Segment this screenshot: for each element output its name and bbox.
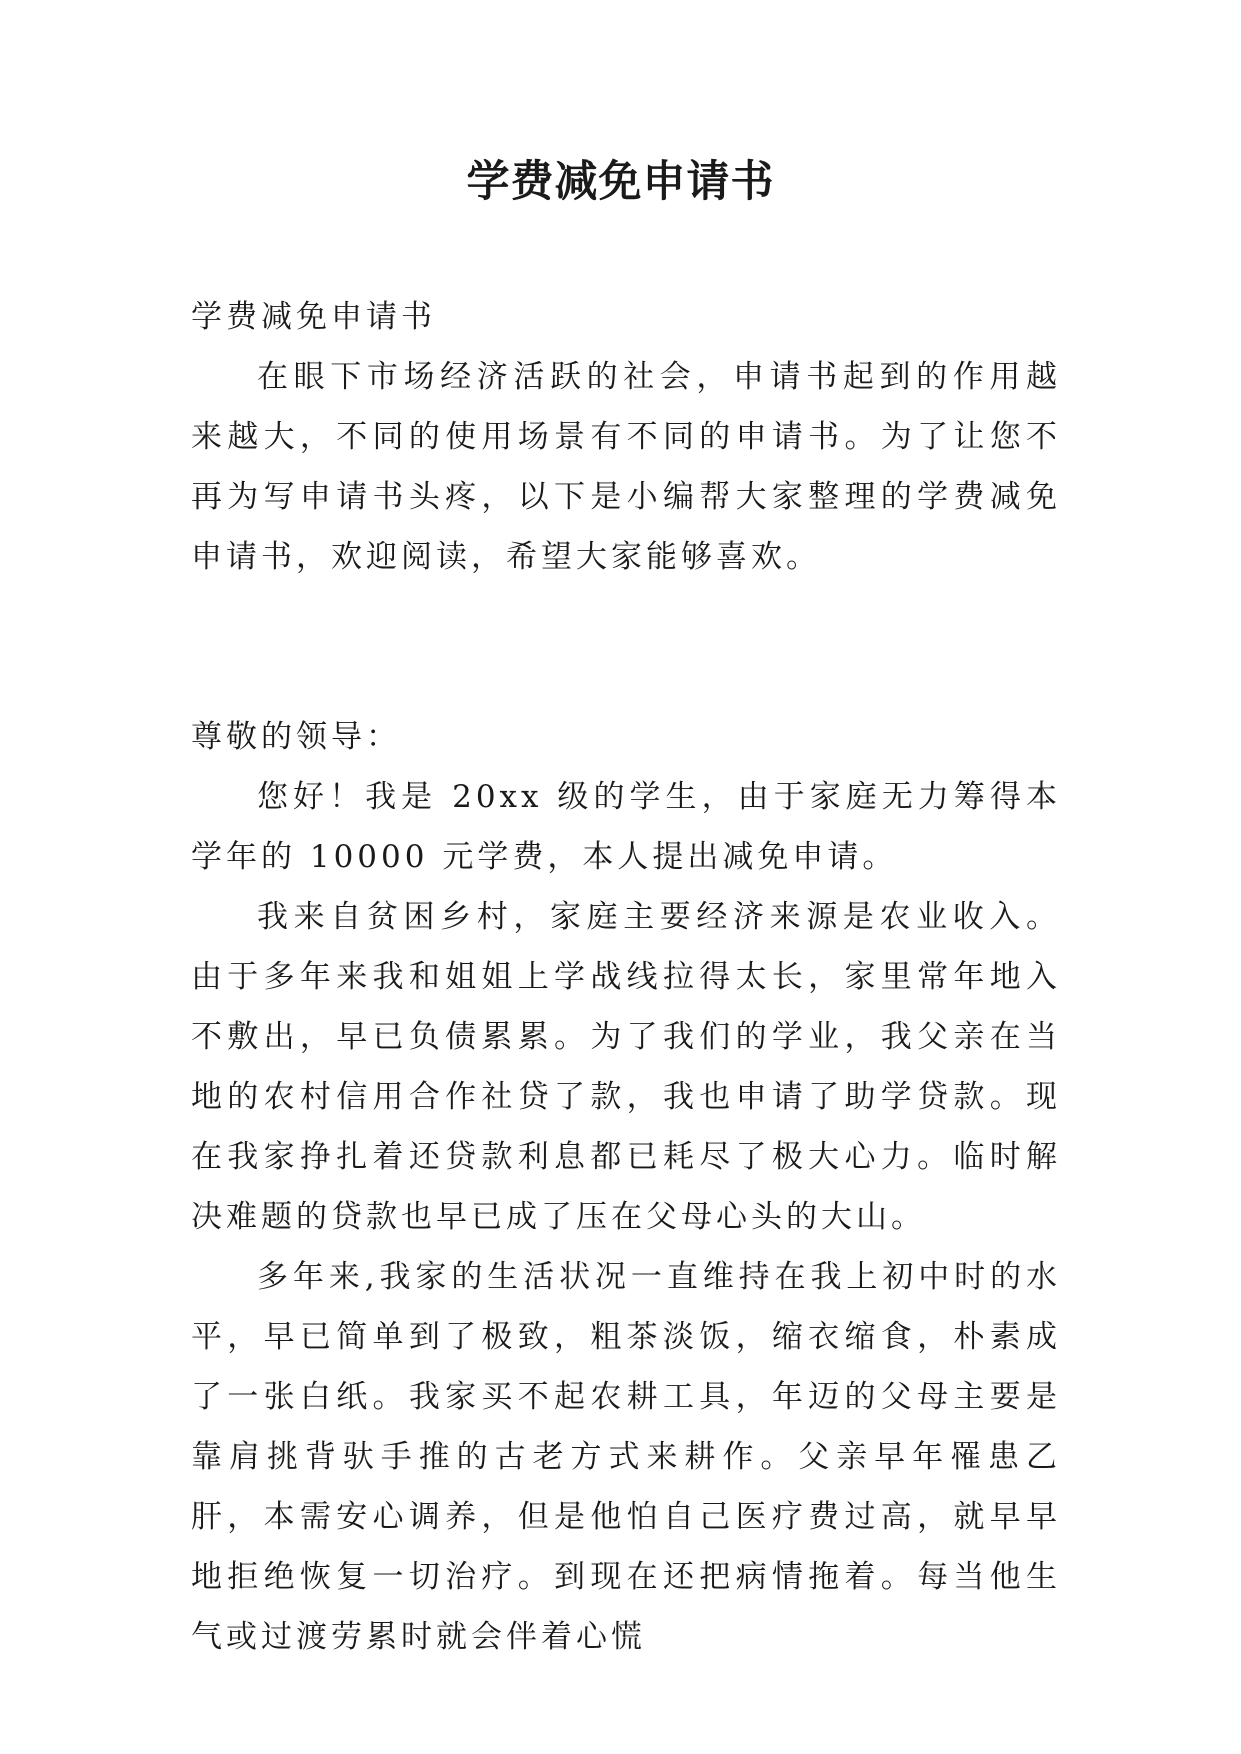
body-paragraph: 多年来,我家的生活状况一直维持在我上初中时的水平，早已简单到了极致，粗茶淡饭，缩衣缩食，朴素成了一张白纸。我家买不起农耕工具，年迈的父母主要是靠肩挑背驮手推的古老方式来耕作。父亲早年罹患乙肝，本需安心调养，但是他怕自己医疗费过高，就早早地拒绝恢复一切治疗。到现在还把病情拖着。每当他生气或过渡劳累时就会伴着心慌 bbox=[191, 1259, 1061, 1655]
document-title: 学费减免申请书 bbox=[466, 157, 775, 207]
body-paragraph: 您好！我是 20xx 级的学生，由于家庭无力筹得本学年的 10000 元学费，本人提出减免申请。 bbox=[191, 779, 1061, 875]
salutation: 尊敬的领导： bbox=[191, 719, 401, 755]
intro-paragraph: 在眼下市场经济活跃的社会，申请书起到的作用越来越大，不同的使用场景有不同的申请书。为了让您不再为写申请书头疼，以下是小编帮大家整理的学费减免申请书，欢迎阅读，希望大家能够喜欢。 bbox=[191, 359, 1061, 575]
document-subtitle: 学费减免申请书 bbox=[191, 299, 436, 335]
intro-block bbox=[191, 287, 1061, 587]
letter-body bbox=[191, 707, 1061, 1667]
body-paragraph: 我来自贫困乡村，家庭主要经济来源是农业收入。由于多年来我和姐姐上学战线拉得太长，家里常年地入不敷出，早已负债累累。为了我们的学业，我父亲在当地的农村信用合作社贷了款，我也申请了助学贷款。现在我家挣扎着还贷款利息都已耗尽了极大心力。临时解决难题的贷款也早已成了压在父母心头的大山。 bbox=[191, 899, 1061, 1235]
